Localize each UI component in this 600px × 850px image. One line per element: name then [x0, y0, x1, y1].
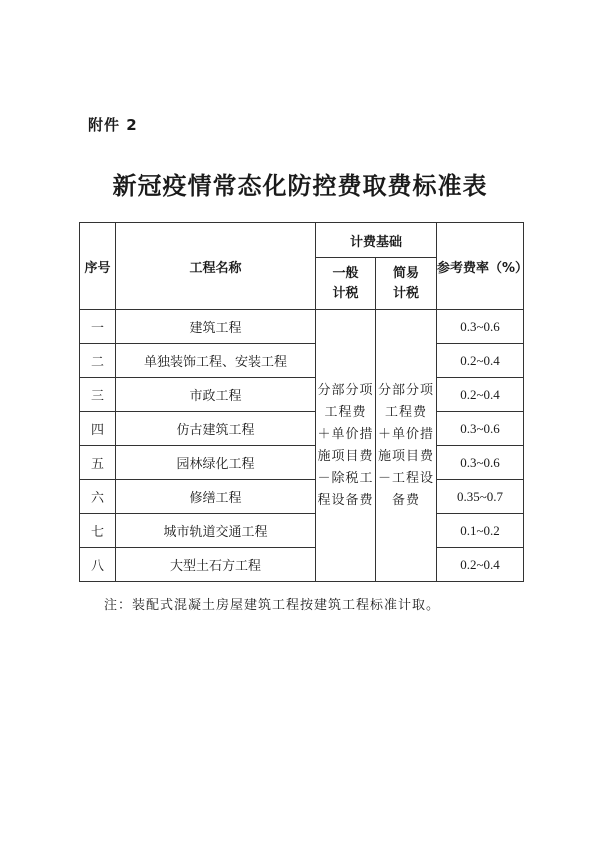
row-name: 大型土石方工程: [116, 548, 316, 582]
row-rate: 0.3~0.6: [437, 412, 524, 446]
table-row: [80, 310, 524, 344]
row-rate: 0.2~0.4: [437, 378, 524, 412]
attachment-label: 附件 2: [88, 116, 138, 134]
row-rate: 0.2~0.4: [437, 344, 524, 378]
row-rate: 0.3~0.6: [437, 446, 524, 480]
footnote: 注：装配式混凝土房屋建筑工程按建筑工程标准计取。: [104, 598, 441, 613]
row-seq: 六: [80, 480, 116, 514]
row-name: 园林绿化工程: [116, 446, 316, 480]
row-name: 建筑工程: [116, 310, 316, 344]
header-basis: 计费基础: [316, 223, 437, 258]
header-rate: 参考费率（%）: [437, 223, 524, 310]
header-general-tax: 一般 计税: [316, 258, 376, 310]
header-name: 工程名称: [116, 223, 316, 310]
row-rate: 0.3~0.6: [437, 310, 524, 344]
simple-tax-basis: 分部分项 工程费 ＋单价措 施项目费 －工程设 备费: [376, 310, 437, 582]
general-tax-basis: 分部分项 工程费 ＋单价措 施项目费 －除税工 程设备费: [316, 310, 376, 582]
row-seq: 四: [80, 412, 116, 446]
row-seq: 一: [80, 310, 116, 344]
row-seq: 二: [80, 344, 116, 378]
table-row: [80, 480, 524, 514]
table-row: [80, 344, 524, 378]
row-seq: 五: [80, 446, 116, 480]
table-row: [80, 378, 524, 412]
table-row: [80, 412, 524, 446]
table-row: [80, 548, 524, 582]
row-seq: 七: [80, 514, 116, 548]
row-seq: 三: [80, 378, 116, 412]
row-name: 市政工程: [116, 378, 316, 412]
row-name: 单独装饰工程、安装工程: [116, 344, 316, 378]
row-rate: 0.2~0.4: [437, 548, 524, 582]
table-row: [80, 446, 524, 480]
header-seq: 序号: [80, 223, 116, 310]
row-rate: 0.1~0.2: [437, 514, 524, 548]
header-simple-tax: 简易 计税: [376, 258, 437, 310]
fee-standard-table: [79, 222, 529, 582]
row-name: 仿古建筑工程: [116, 412, 316, 446]
row-seq: 八: [80, 548, 116, 582]
page-title: 新冠疫情常态化防控费取费标准表: [112, 171, 488, 200]
row-name: 城市轨道交通工程: [116, 514, 316, 548]
row-name: 修缮工程: [116, 480, 316, 514]
table-row: [80, 514, 524, 548]
row-rate: 0.35~0.7: [437, 480, 524, 514]
